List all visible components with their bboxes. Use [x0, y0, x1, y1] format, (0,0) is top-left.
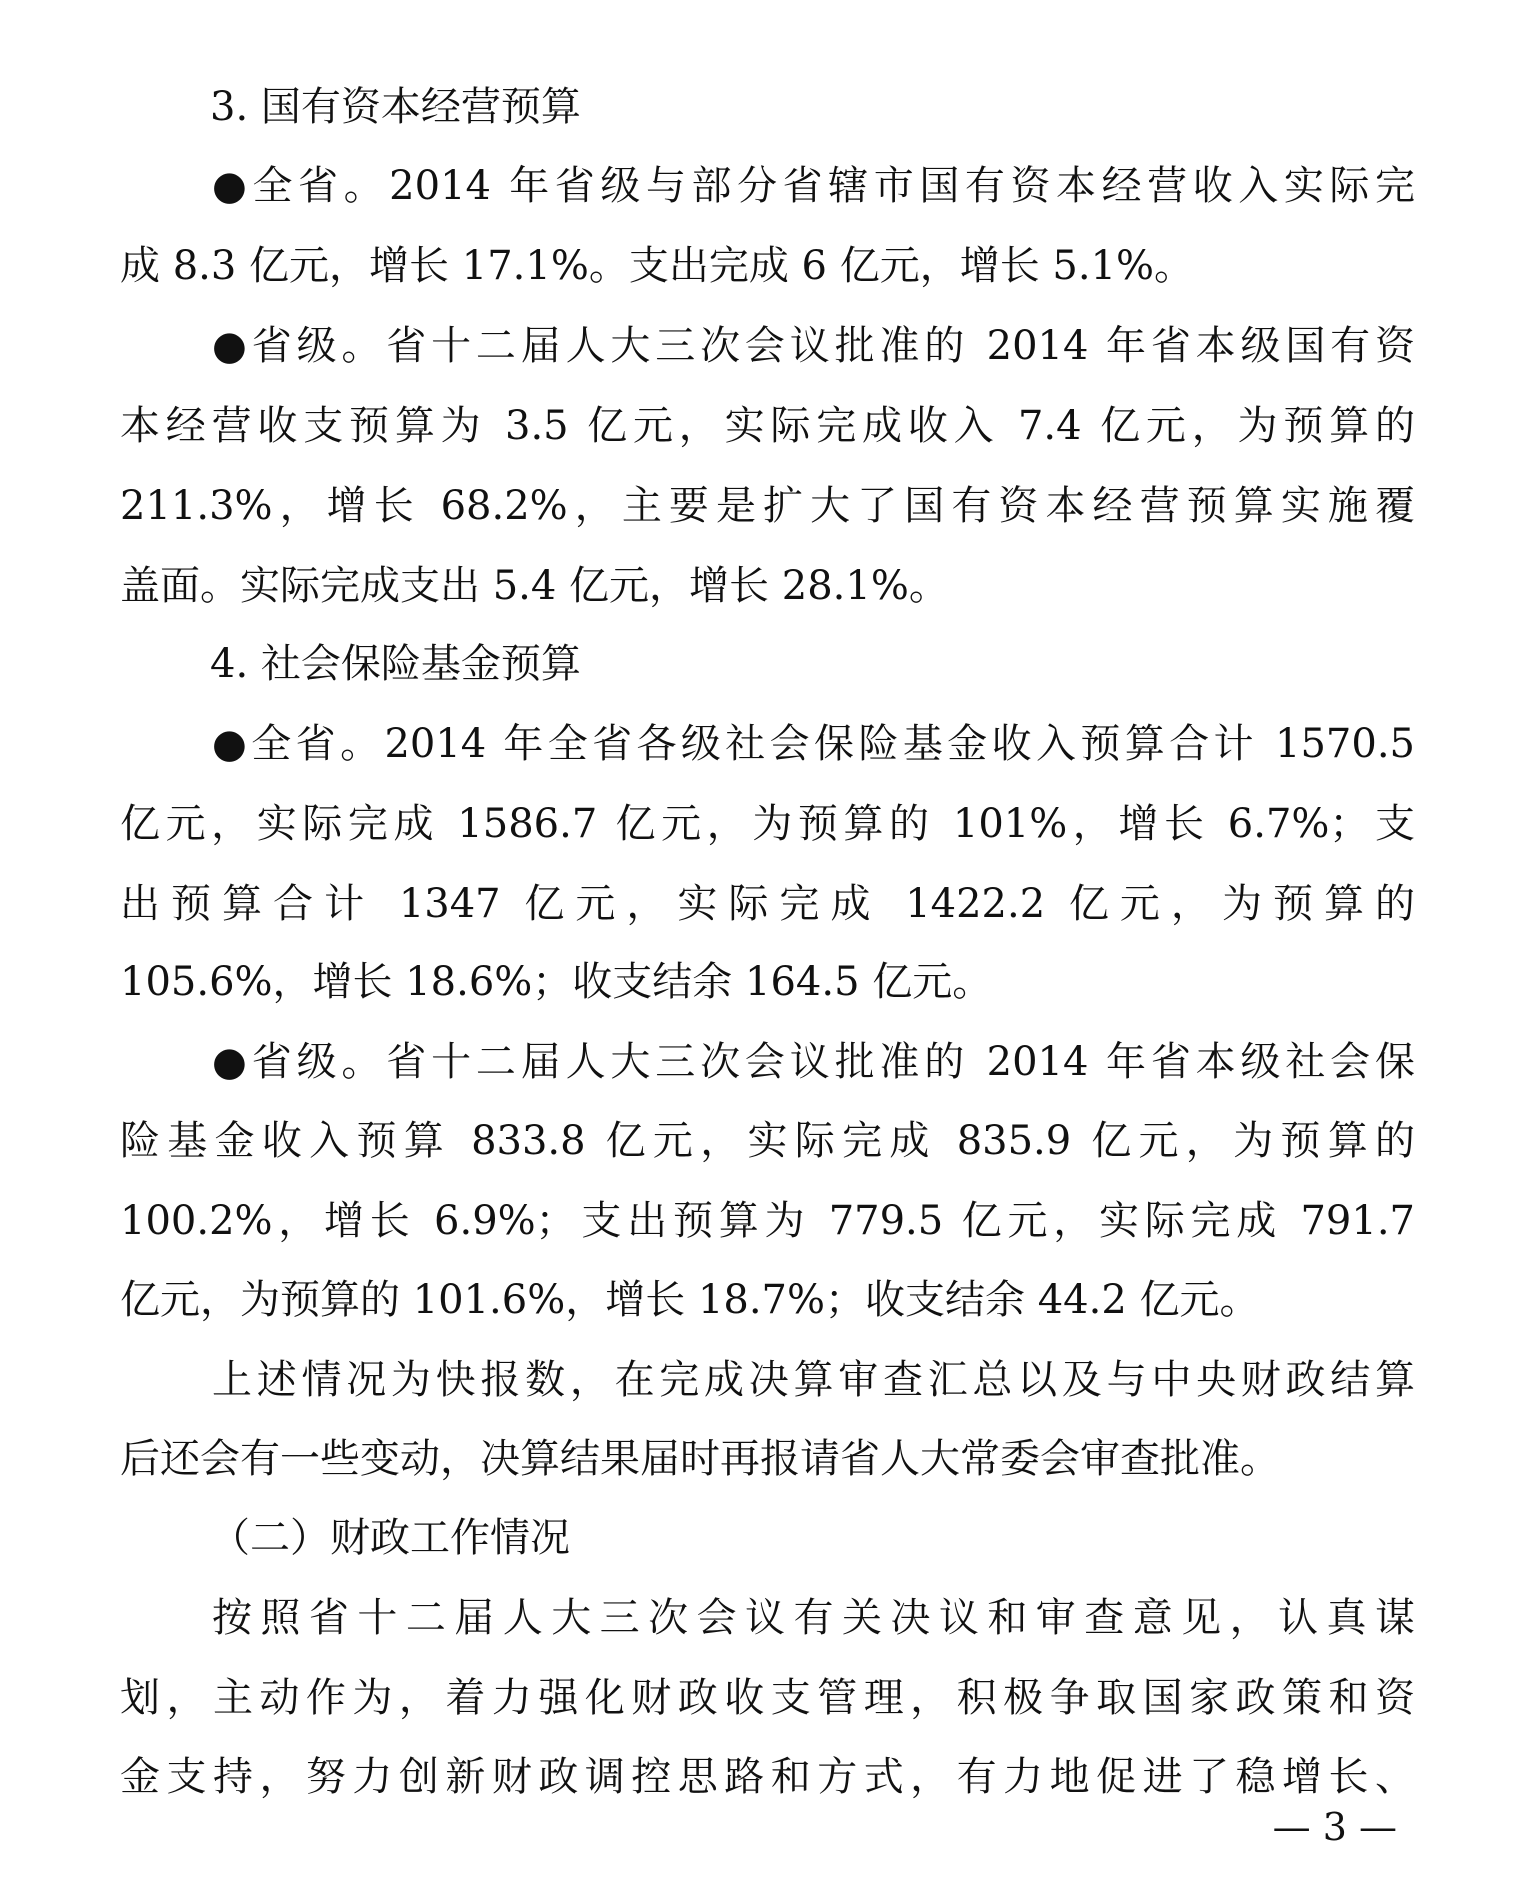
paragraph-line: 盖面。实际完成支出 5.4 亿元，增长 28.1%。 [120, 563, 949, 609]
paragraph-line: ●全省。2014 年全省各级社会保险基金收入预算合计 1570.5 [212, 721, 1415, 767]
paragraph-line: 本经营收支预算为 3.5 亿元，实际完成收入 7.4 亿元，为预算的 [120, 403, 1415, 449]
paragraph-line: 上述情况为快报数，在完成决算审查汇总以及与中央财政结算 [212, 1357, 1415, 1403]
paragraph-line: ●省级。省十二届人大三次会议批准的 2014 年省本级国有资 [212, 323, 1415, 369]
paragraph-line: 按照省十二届人大三次会议有关决议和审查意见，认真谋 [212, 1595, 1415, 1641]
paragraph-line: 后还会有一些变动，决算结果届时再报请省人大常委会审查批准。 [120, 1436, 1280, 1482]
paragraph-line: 出预算合计 1347 亿元，实际完成 1422.2 亿元，为预算的 [120, 881, 1415, 927]
section-heading-social-insurance-budget: 4. 社会保险基金预算 [210, 641, 581, 687]
paragraph-line: 成 8.3 亿元，增长 17.1%。支出完成 6 亿元，增长 5.1%。 [120, 243, 1195, 289]
paragraph-line: 险基金收入预算 833.8 亿元，实际完成 835.9 亿元，为预算的 [120, 1118, 1415, 1164]
paragraph-line: 100.2%，增长 6.9%；支出预算为 779.5 亿元，实际完成 791.7 [120, 1198, 1415, 1244]
section-heading-state-capital-budget: 3. 国有资本经营预算 [210, 84, 581, 130]
paragraph-line: 亿元，实际完成 1586.7 亿元，为预算的 101%，增长 6.7%；支 [120, 801, 1415, 847]
page-number: — 3 — [1272, 1805, 1397, 1849]
paragraph-line: 金支持，努力创新财政调控思路和方式，有力地促进了稳增长、 [120, 1754, 1415, 1800]
paragraph-line: 划，主动作为，着力强化财政收支管理，积极争取国家政策和资 [120, 1675, 1415, 1721]
paragraph-line: 211.3%，增长 68.2%，主要是扩大了国有资本经营预算实施覆 [120, 483, 1415, 529]
section-heading-fiscal-work: （二）财政工作情况 [210, 1515, 570, 1561]
paragraph-line: 105.6%，增长 18.6%；收支结余 164.5 亿元。 [120, 959, 993, 1005]
paragraph-line: ●省级。省十二届人大三次会议批准的 2014 年省本级社会保 [212, 1039, 1415, 1085]
paragraph-line: 亿元，为预算的 101.6%，增长 18.7%；收支结余 44.2 亿元。 [120, 1277, 1260, 1323]
paragraph-line: ●全省。2014 年省级与部分省辖市国有资本经营收入实际完 [212, 163, 1415, 209]
